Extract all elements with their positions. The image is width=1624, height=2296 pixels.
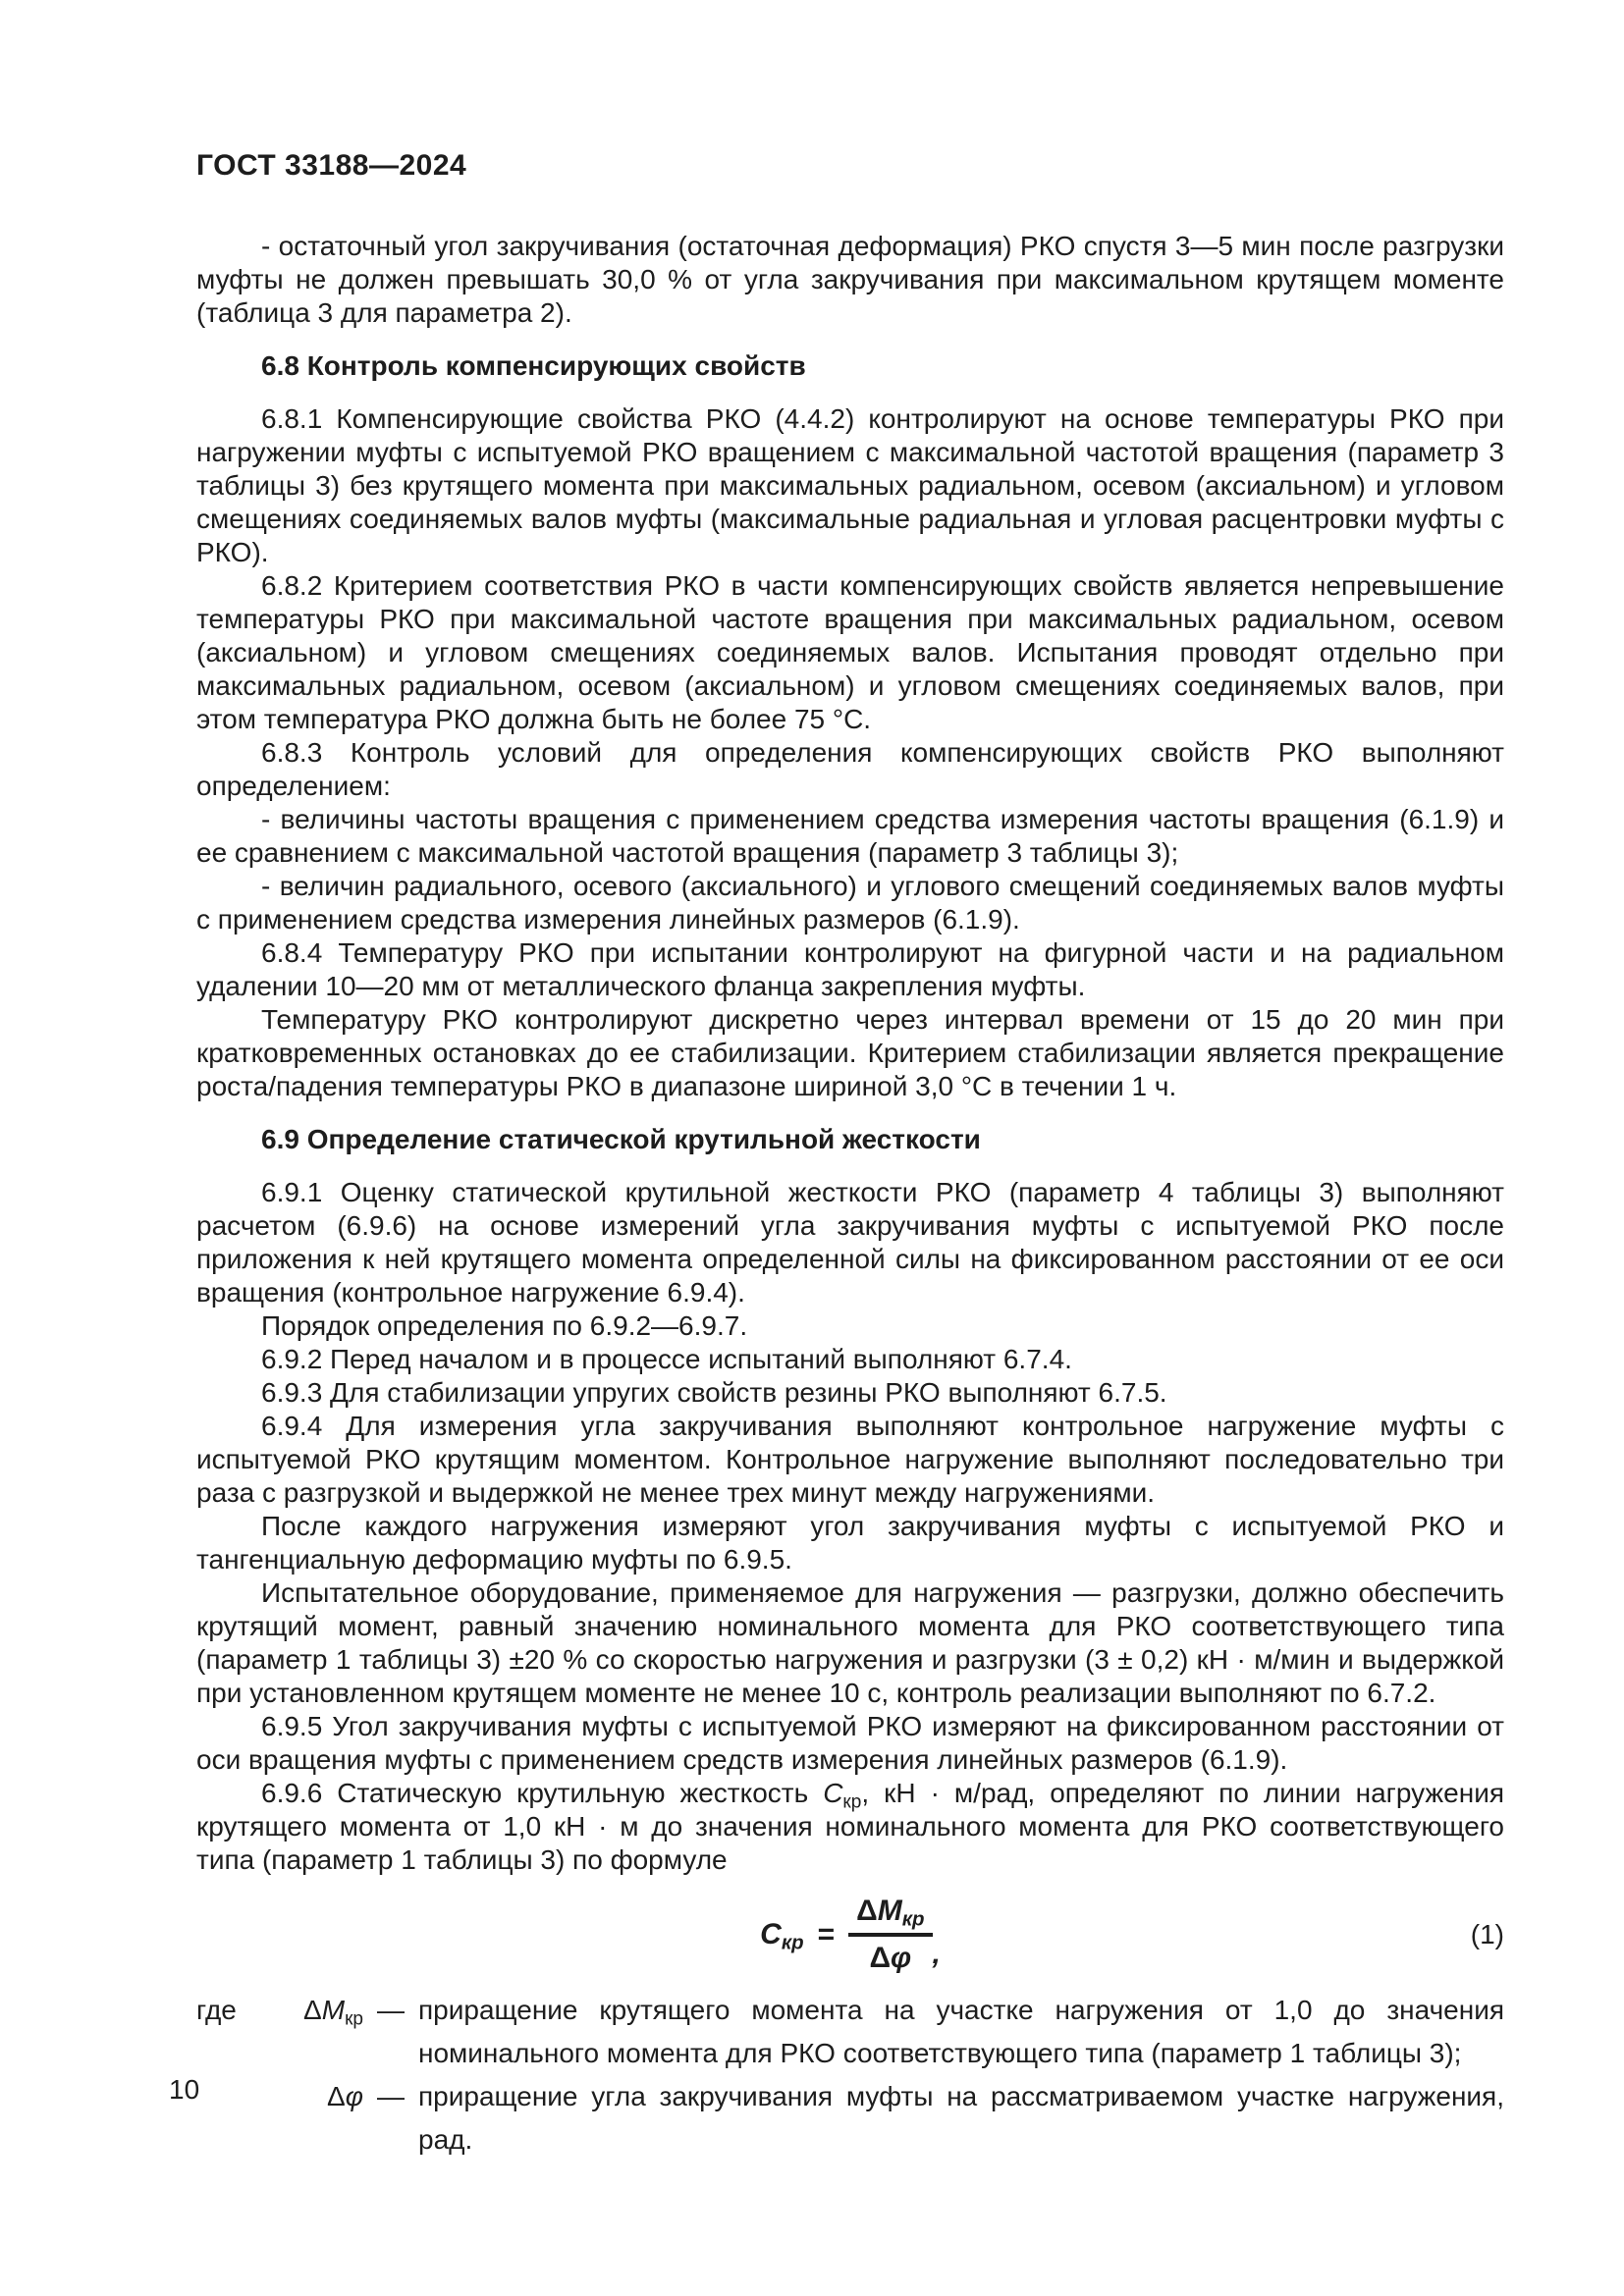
formula-lhs: $С_{кр}$ <box>760 1918 804 1954</box>
paragraph-6-9-3: 6.9.3 Для стабилизации упругих свойств резины РКО выполняют 6.7.5. <box>261 1377 1167 1408</box>
stiffness-symbol-subscript: кр <box>842 1791 862 1813</box>
legend-row-angle <box>196 2075 1504 2162</box>
legend-row-moment <box>196 1989 1504 2075</box>
fraction <box>848 1895 932 1975</box>
page-number: 10 <box>169 2074 200 2105</box>
formula-1 <box>196 1895 1504 1975</box>
formula-comma: , <box>932 1938 941 1970</box>
legend-dash: — <box>377 1995 405 2025</box>
heading-6-9: 6.9 Определение статической крутильной жесткости <box>261 1124 981 1154</box>
equals-sign: = <box>817 1918 836 1950</box>
paragraph-6-8-4: 6.8.4 Температуру РКО при испытании контролируют на фигурной части и на радиальном удалении 10—20 мм от металлического фланца закрепления муфты. <box>196 937 1504 1001</box>
paragraph-6-9-4: 6.9.4 Для измерения угла закручивания выполняют контрольное нагружение муфты с испытуемой РКО крутящим моментом. Контрольное нагружение выполняют последовательно три раза с разгрузкой и выдержкой не менее трех минут между нагружениями. <box>196 1411 1504 1508</box>
paragraph-6-9-6 <box>196 1777 1504 1877</box>
equation-number: (1) <box>1470 1919 1504 1949</box>
paragraph-6-9-6-text-before: 6.9.6 Статическую крутильную жесткость <box>261 1778 824 1808</box>
paragraph-6-9-6-text-after: , кН · м/рад, определяют по линии нагружения крутящего момента от 1,0 кН · м до значения номинального момента для РКО соответствующего типа (параметр 1 таблицы 3) по формуле <box>196 1778 1504 1875</box>
paragraph-6-8-1: 6.8.1 Компенсирующие свойства РКО (4.4.2) контролируют на основе температуры РКО при нагружении муфты с испытуемой РКО вращением с максимальной частотой вращения (параметр 3 таблицы 3) без крутящего момента при максимальных радиальном, осевом (аксиальном) и угловом смещениях соединяемых валов муфты (максимальные радиальная и угловая расцентровки муфты с РКО). <box>196 403 1504 567</box>
formula-legend <box>196 1989 1504 2162</box>
paragraph-after-loading: После каждого нагружения измеряют угол закручивания муфты с испытуемой РКО и тангенциальную деформацию муфты по 6.9.5. <box>196 1511 1504 1575</box>
document-title: ГОСТ 33188—2024 <box>196 149 467 182</box>
paragraph-temperature-control: Температуру РКО контролируют дискретно через интервал времени от 15 до 20 мин при кратковременных остановках до ее стабилизации. Критерием стабилизации является прекращение роста/падения температуры РКО в диапазоне шириной 3,0 °С в течении 1 ч. <box>196 1004 1504 1101</box>
paragraph-6-8-2: 6.8.2 Критерием соответствия РКО в части компенсирующих свойств является непревышение температуры РКО при максимальной частоте вращения при максимальных радиальном, осевом (аксиальном) и угловом смещениях соединяемых валов. Испытания проводят отдельно при максимальных радиальном, осевом (аксиальном) и угловом смещениях соединяемых валов, при этом температура РКО должна быть не более 75 °С. <box>196 570 1504 734</box>
heading-6-8: 6.8 Контроль компенсирующих свойств <box>261 350 806 381</box>
list-item-rotation-speed: - величины частоты вращения с применением средства измерения частоты вращения (6.1.9) и ее сравнением с максимальной частотой вращения (параметр 3 таблицы 3); <box>196 804 1504 868</box>
legend-symbol-angle: Δφ <box>327 2081 363 2111</box>
paragraph-test-equipment: Испытательное оборудование, применяемое для нагружения — разгрузки, должно обеспечить крутящий момент, равный значению номинального момента для РКО соответствующего типа (параметр 1 таблицы 3) ±20 % со скоростью нагружения и разгрузки (3 ± 0,2) кН · м/мин и выдержкой при установленном крутящем моменте не менее 10 с, контроль реализации выполняют по 6.7.2. <box>196 1577 1504 1708</box>
paragraph-order: Порядок определения по 6.9.2—6.9.7. <box>261 1310 748 1341</box>
paragraph-6-9-1: 6.9.1 Оценку статической крутильной жесткости РКО (параметр 4 таблицы 3) выполняют расчетом (6.9.6) на основе измерений угла закручивания муфты с испытуемой РКО после приложения к ней крутящего момента определенной силы на фиксированном расстоянии от ее оси вращения (контрольное нагружение 6.9.4). <box>196 1177 1504 1308</box>
paragraph-6-9-2: 6.9.2 Перед началом и в процессе испытаний выполняют 6.7.4. <box>261 1344 1072 1374</box>
stiffness-symbol: С <box>823 1778 843 1808</box>
legend-dash: — <box>377 2081 405 2111</box>
legend-definition-moment: приращение крутящего момента на участке нагружения от 1,0 до значения номинального момента для РКО соответствующего типа (параметр 1 таблицы 3); <box>418 1995 1504 2068</box>
paragraph-residual-angle: - остаточный угол закручивания (остаточная деформация) РКО спустя 3—5 мин после разгрузки муфты не должен превышать 30,0 % от угла закручивания при максимальном крутящем моменте (таблица 3 для параметра 2). <box>196 231 1504 328</box>
formula-expression <box>760 1895 941 1975</box>
legend-symbol-moment: где $\Delta М_{кр}$ <box>196 1995 363 2030</box>
fraction-numerator: $\Delta М_{кр}$ <box>848 1895 932 1937</box>
fraction-denominator: Δφ <box>869 1942 912 1974</box>
paragraph-6-8-3: 6.8.3 Контроль условий для определения компенсирующих свойств РКО выполняют определением: <box>196 737 1504 801</box>
paragraph-6-9-5: 6.9.5 Угол закручивания муфты с испытуемой РКО измеряют на фиксированном расстоянии от оси вращения муфты с применением средств измерения линейных размеров (6.1.9). <box>196 1711 1504 1775</box>
list-item-displacements: - величин радиального, осевого (аксиального) и углового смещений соединяемых валов муфты с применением средства измерения линейных размеров (6.1.9). <box>196 871 1504 934</box>
page-content <box>196 149 1504 2162</box>
legend-definition-angle: приращение угла закручивания муфты на рассматриваемом участке нагружения, рад. <box>418 2081 1504 2155</box>
